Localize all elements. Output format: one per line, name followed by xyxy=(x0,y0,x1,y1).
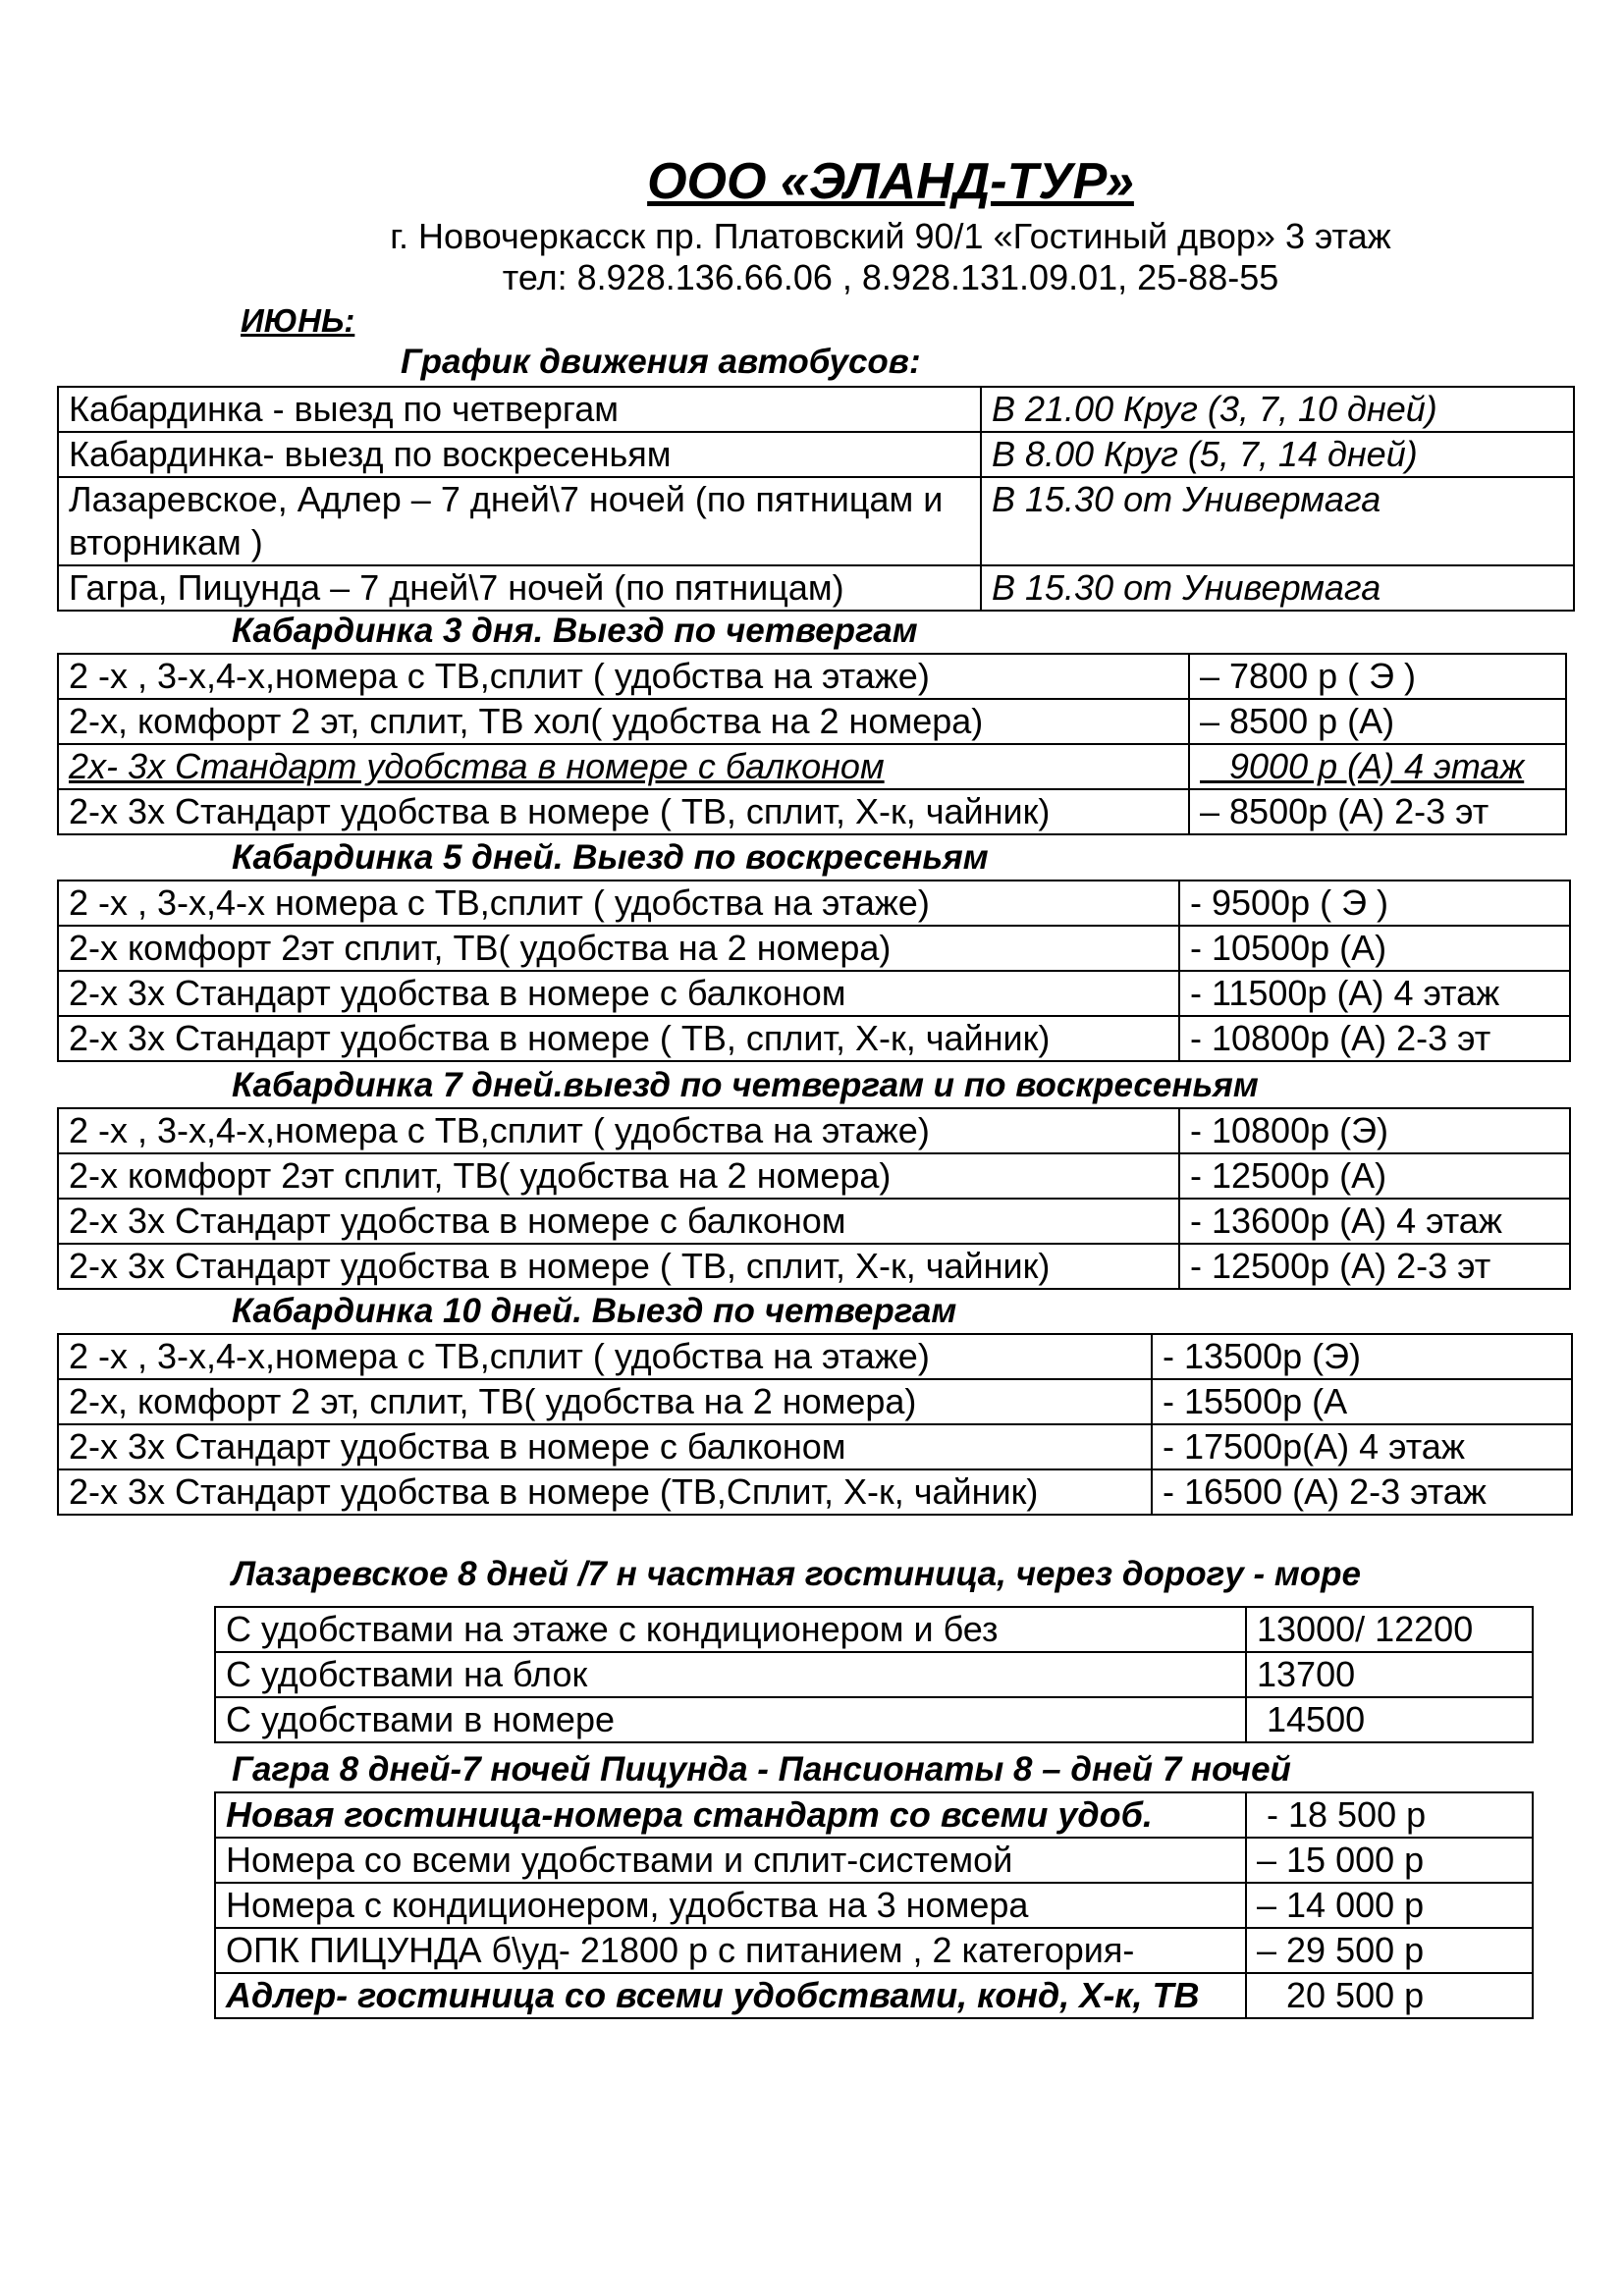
schedule-table xyxy=(57,386,1575,612)
room-cell: 2-х 3х Стандарт удобства в номере ( ТВ, сплит, Х-к, чайник) xyxy=(58,1244,1179,1289)
company-name: ООО «ЭЛАНД-ТУР» xyxy=(647,153,1134,210)
price-cell: – 15 000 р xyxy=(1246,1838,1533,1883)
room-cell: ОПК ПИЦУНДА б\уд- 21800 р с питанием , 2 категория- xyxy=(215,1928,1246,1973)
kab3-table xyxy=(57,653,1567,835)
table-row xyxy=(58,971,1570,1016)
room-cell: 2-х комфорт 2эт сплит, ТВ( удобства на 2 номера) xyxy=(58,1153,1179,1199)
table-row xyxy=(215,1652,1533,1697)
table-row xyxy=(58,1424,1572,1469)
price-cell: 14500 xyxy=(1246,1697,1533,1742)
price-cell: 20 500 р xyxy=(1246,1973,1533,2018)
price-cell: - 18 500 р xyxy=(1246,1792,1533,1838)
route-cell: Кабардинка- выезд по воскресеньям xyxy=(58,432,981,477)
table-row xyxy=(58,1244,1570,1289)
table-row xyxy=(58,1199,1570,1244)
table-row xyxy=(58,654,1566,699)
route-cell: Гагра, Пицунда – 7 дней\7 ночей (по пятницам) xyxy=(58,565,981,611)
price-cell: - 12500р (А) 2-3 эт xyxy=(1179,1244,1570,1289)
room-cell: 2 -х , 3-х,4-х номера с ТВ,сплит ( удобства на этаже) xyxy=(58,881,1179,926)
table-row xyxy=(215,1973,1533,2018)
room-cell: 2х- 3х Стандарт удобства в номере с балконом xyxy=(58,744,1189,789)
kab7-table xyxy=(57,1107,1571,1290)
room-cell: 2 -х , 3-х,4-х,номера с ТВ,сплит ( удобства на этаже) xyxy=(58,654,1189,699)
kab10-title: Кабардинка 10 дней. Выезд по четвергам xyxy=(232,1292,957,1330)
room-cell: 2-х комфорт 2эт сплит, ТВ( удобства на 2 номера) xyxy=(58,926,1179,971)
price-cell: 9000 р (А) 4 этаж xyxy=(1189,744,1566,789)
room-cell: 2-х, комфорт 2 эт, сплит, ТВ хол( удобства на 2 номера) xyxy=(58,699,1189,744)
room-cell: Номера с кондиционером, удобства на 3 номера xyxy=(215,1883,1246,1928)
room-cell: 2 -х , 3-х,4-х,номера с ТВ,сплит ( удобства на этаже) xyxy=(58,1334,1152,1379)
time-cell: В 8.00 Круг (5, 7, 14 дней) xyxy=(981,432,1574,477)
laz-title: Лазаревское 8 дней /7 н частная гостиница, через дорогу - море xyxy=(232,1555,1362,1593)
price-cell: 13000/ 12200 xyxy=(1246,1607,1533,1652)
room-cell: 2 -х , 3-х,4-х,номера с ТВ,сплит ( удобства на этаже) xyxy=(58,1108,1179,1153)
price-cell: – 29 500 р xyxy=(1246,1928,1533,1973)
table-row xyxy=(58,699,1566,744)
price-cell: - 13600р (А) 4 этаж xyxy=(1179,1199,1570,1244)
room-cell: Новая гостиница-номера стандарт со всеми удоб. xyxy=(215,1792,1246,1838)
table-row xyxy=(58,881,1570,926)
gagra-title: Гагра 8 дней-7 ночей Пицунда - Пансионаты 8 – дней 7 ночей xyxy=(232,1750,1291,1789)
table-row xyxy=(58,1334,1572,1379)
price-cell: - 17500р(А) 4 этаж xyxy=(1152,1424,1572,1469)
company-address: г. Новочеркасск пр. Платовский 90/1 «Гостиный двор» 3 этаж xyxy=(390,216,1391,256)
table-row xyxy=(58,477,1574,565)
time-cell: В 15.30 от Универмага xyxy=(981,565,1574,611)
price-cell: – 14 000 р xyxy=(1246,1883,1533,1928)
price-cell: - 13500р (Э) xyxy=(1152,1334,1572,1379)
kab3-title: Кабардинка 3 дня. Выезд по четвергам xyxy=(232,612,918,650)
table-row xyxy=(58,565,1574,611)
room-cell: 2-х 3х Стандарт удобства в номере ( ТВ, сплит, Х-к, чайник) xyxy=(58,789,1189,834)
kab7-title: Кабардинка 7 дней.выезд по четвергам и по воскресеньям xyxy=(232,1066,1259,1104)
room-cell: Номера со всеми удобствами и сплит-системой xyxy=(215,1838,1246,1883)
price-cell: 13700 xyxy=(1246,1652,1533,1697)
price-cell: – 8500р (А) 2-3 эт xyxy=(1189,789,1566,834)
table-row xyxy=(58,1016,1570,1061)
price-cell: - 12500р (А) xyxy=(1179,1153,1570,1199)
price-cell: - 9500р ( Э ) xyxy=(1179,881,1570,926)
room-cell: 2-х, комфорт 2 эт, сплит, ТВ( удобства на 2 номера) xyxy=(58,1379,1152,1424)
gagra-table xyxy=(214,1791,1534,2019)
kab10-table xyxy=(57,1333,1573,1516)
room-cell: 2-х 3х Стандарт удобства в номере с балконом xyxy=(58,1199,1179,1244)
room-cell: С удобствами на блок xyxy=(215,1652,1246,1697)
table-row xyxy=(215,1883,1533,1928)
price-cell: - 15500р (А xyxy=(1152,1379,1572,1424)
table-row xyxy=(58,432,1574,477)
kab5-title: Кабардинка 5 дней. Выезд по воскресеньям xyxy=(232,838,989,877)
room-cell: 2-х 3х Стандарт удобства в номере (ТВ,Сплит, Х-к, чайник) xyxy=(58,1469,1152,1515)
kab5-table xyxy=(57,880,1571,1062)
route-cell: Лазаревское, Адлер – 7 дней\7 ночей (по пятницам и вторникам ) xyxy=(58,477,981,565)
month-label: ИЮНЬ: xyxy=(241,302,355,339)
table-row xyxy=(58,789,1566,834)
room-cell: С удобствами в номере xyxy=(215,1697,1246,1742)
room-cell: 2-х 3х Стандарт удобства в номере ( ТВ, сплит, Х-к, чайник) xyxy=(58,1016,1179,1061)
company-phones: тел: 8.928.136.66.06 , 8.928.131.09.01, 25-88-55 xyxy=(502,257,1279,297)
laz-table xyxy=(214,1606,1534,1743)
time-cell: В 15.30 от Универмага xyxy=(981,477,1574,565)
route-cell: Кабардинка - выезд по четвергам xyxy=(58,387,981,432)
table-row xyxy=(58,387,1574,432)
table-row xyxy=(215,1792,1533,1838)
price-cell: – 8500 р (А) xyxy=(1189,699,1566,744)
table-row xyxy=(58,1153,1570,1199)
table-row xyxy=(58,744,1566,789)
table-row xyxy=(215,1928,1533,1973)
table-row xyxy=(58,1379,1572,1424)
table-row xyxy=(58,1108,1570,1153)
price-cell: - 10500р (А) xyxy=(1179,926,1570,971)
price-cell: - 10800р (А) 2-3 эт xyxy=(1179,1016,1570,1061)
price-cell: - 16500 (А) 2-3 этаж xyxy=(1152,1469,1572,1515)
table-row xyxy=(58,926,1570,971)
room-cell: 2-х 3х Стандарт удобства в номере с балконом xyxy=(58,971,1179,1016)
price-cell: - 11500р (А) 4 этаж xyxy=(1179,971,1570,1016)
price-cell: – 7800 р ( Э ) xyxy=(1189,654,1566,699)
room-cell: Адлер- гостиница со всеми удобствами, конд, Х-к, ТВ xyxy=(215,1973,1246,2018)
price-cell: - 10800р (Э) xyxy=(1179,1108,1570,1153)
table-row xyxy=(215,1697,1533,1742)
schedule-title: График движения автобусов: xyxy=(401,343,921,381)
table-row xyxy=(215,1838,1533,1883)
room-cell: 2-х 3х Стандарт удобства в номере с балконом xyxy=(58,1424,1152,1469)
table-row xyxy=(215,1607,1533,1652)
time-cell: В 21.00 Круг (3, 7, 10 дней) xyxy=(981,387,1574,432)
table-row xyxy=(58,1469,1572,1515)
room-cell: С удобствами на этаже с кондиционером и без xyxy=(215,1607,1246,1652)
